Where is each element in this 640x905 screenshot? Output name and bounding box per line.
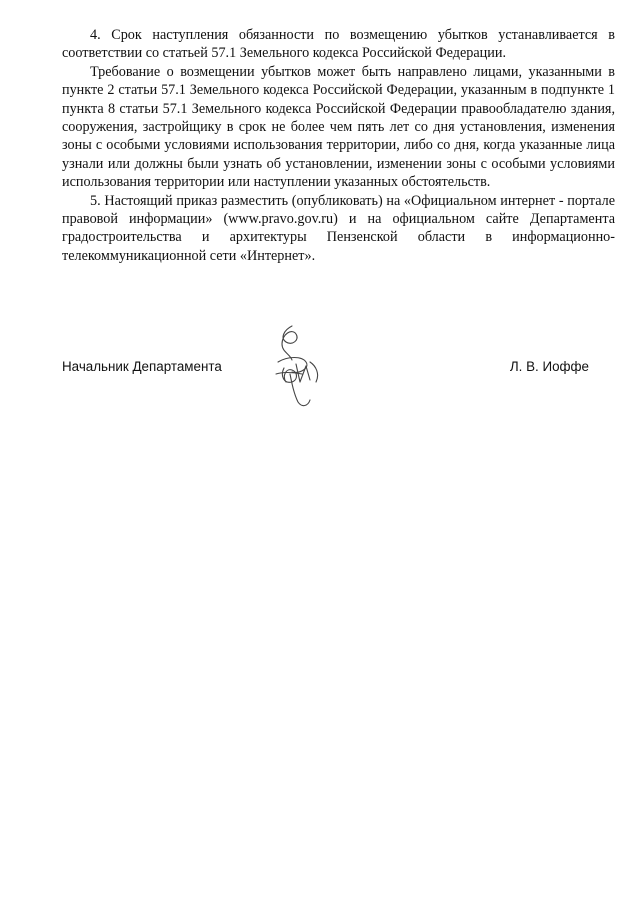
paragraph-5: 5. Настоящий приказ разместить (опубликовать) на «Официальном интернет - портале правовой информации» (www.pravo.gov.ru) и на официальном сайте Департамента градостроительства и архитектуры Пензенской области в информационно-телекоммуникационной сети «Интернет». — [62, 192, 615, 264]
paragraph-4: 4. Срок наступления обязанности по возмещению убытков устанавливается в соответствии со статьей 57.1 Земельного кодекса Российской Федерации. — [62, 27, 615, 62]
paragraph-damages-requirement: Требование о возмещении убытков может быть направлено лицами, указанными в пункте 2 статьи 57.1 Земельного кодекса Российской Федерации, указанным в подпункте 1 пункта 8 статьи 57.1 Земельного кодекса Российской Федерации правообладателю здания, сооружения, застройщику в срок не более чем пять лет со дня установления, изменения зоны с особыми условиями использования территории, либо со дня, когда указанные лица узнали или должны были узнать об установлении, изменении зоны с особыми условиями использования территории или наступлении указанных обстоятельств. — [62, 63, 615, 191]
signature-block — [62, 358, 615, 378]
signatory-position: Начальник Департамента — [62, 359, 222, 374]
signatory-name: Л. В. Иоффе — [509, 359, 589, 374]
document-body — [62, 26, 615, 265]
